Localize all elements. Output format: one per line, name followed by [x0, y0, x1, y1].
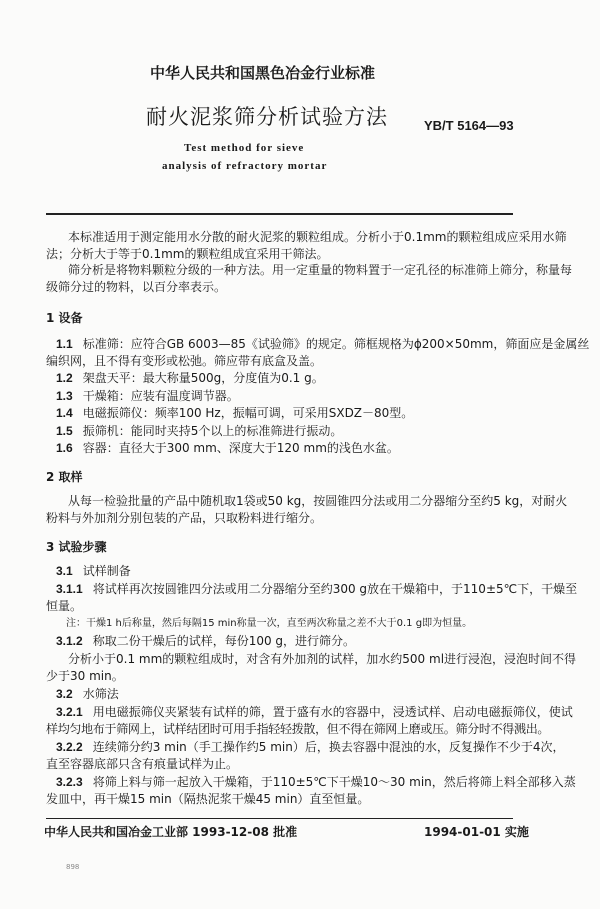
section-2-text: 从每一检验批量的产品中随机取1袋或50 kg，按圆锥四分法或用二分器缩分至约5 kg，对耐火	[68, 494, 568, 508]
item-text: 称取二份干燥后的试样，每份100 g，进行筛分。	[92, 634, 356, 648]
document-title: 耐火泥浆筛分析试验方法	[146, 105, 388, 129]
header-rule	[46, 213, 513, 215]
item-number: 1.2	[56, 371, 73, 385]
item-3-2-3	[56, 775, 576, 789]
item-3-2-1	[56, 705, 573, 719]
item-number: 1.4	[56, 406, 73, 420]
item-number: 1.1	[56, 337, 73, 351]
page-number: 898	[66, 863, 80, 871]
item-3-2-2-cont: 直至容器底部只含有痕量试样为止。	[46, 757, 239, 771]
item-1-6	[56, 441, 399, 455]
item-1-1	[56, 337, 590, 351]
item-number: 3.1	[56, 564, 73, 578]
item-3-1	[56, 564, 131, 578]
section-2-heading: 2 取样	[46, 470, 83, 484]
item-number: 1.6	[56, 441, 73, 455]
item-text: 干燥箱：应装有温度调节器。	[82, 389, 239, 403]
item-number: 3.2.1	[56, 705, 83, 719]
item-3-1-1-cont: 恒量。	[46, 599, 83, 613]
item-3-2-2	[56, 740, 565, 754]
item-number: 3.2	[56, 687, 73, 701]
item-number: 1.3	[56, 389, 73, 403]
item-text: 水筛法	[82, 687, 119, 701]
item-3-1-2-paragraph-cont: 少于30 min。	[46, 669, 124, 683]
org-standard-header: 中华人民共和国黑色冶金行业标准	[150, 64, 376, 82]
item-text: 振筛机：能同时夹持5个以上的标准筛进行振动。	[82, 424, 343, 438]
item-number: 3.1.2	[56, 634, 83, 648]
effective-date: 1994-01-01 实施	[424, 825, 529, 839]
title-english-line1: Test method for sieve	[184, 142, 305, 154]
item-3-2-3-cont: 发皿中，再干燥15 min（隔热泥浆干燥45 min）直至恒量。	[46, 792, 370, 806]
intro-paragraph-1: 本标准适用于测定能用水分散的耐火泥浆的颗粒组成。分析小于0.1mm的颗粒组成应采用水筛	[68, 230, 567, 244]
intro-paragraph-2-cont: 级筛分过的物料，以百分率表示。	[46, 280, 227, 294]
item-text: 将试样再次按圆锥四分法或用二分器缩分至约300 g放在干燥箱中，于110±5℃下，干燥至	[92, 582, 578, 596]
item-number: 3.1.1	[56, 582, 83, 596]
item-3-1-1	[56, 582, 578, 596]
item-number: 1.5	[56, 424, 73, 438]
item-text: 试样制备	[82, 564, 131, 578]
item-1-1-cont: 编织网，且不得有变形或松弛。筛应带有底盒及盖。	[46, 354, 323, 368]
item-1-5	[56, 424, 342, 438]
item-text: 容器：直径大于300 mm、深度大于120 mm的浅色水盆。	[82, 441, 399, 455]
item-text: 架盘天平：最大称量500g，分度值为0.1 g。	[82, 371, 324, 385]
item-1-3	[56, 389, 239, 403]
standard-code: YB/T 5164—93	[424, 118, 514, 133]
note: 注：干燥1 h后称量，然后每隔15 min称量一次，直至两次称量之差不大于0.1 g即为恒量。	[66, 618, 473, 629]
item-text: 电磁振筛仪：频率100 Hz，振幅可调，可采用SXDZ－80型。	[82, 406, 414, 420]
approval-statement: 中华人民共和国冶金工业部 1993-12-08 批准	[44, 825, 298, 839]
item-text: 将筛上料与筛一起放入干燥箱，于110±5℃下干燥10～30 min，然后将筛上料全部移入蒸	[92, 775, 576, 789]
footer-rule	[46, 818, 513, 819]
item-text: 标准筛：应符合GB 6003—85《试验筛》的规定。筛框规格为ϕ200×50mm，筛面应是金属丝	[82, 337, 590, 351]
item-3-2	[56, 687, 119, 701]
item-3-1-2	[56, 634, 355, 648]
item-number: 3.2.3	[56, 775, 83, 789]
title-english-line2: analysis of refractory mortar	[162, 160, 328, 172]
section-1-heading: 1 设备	[46, 311, 83, 325]
item-1-4	[56, 406, 413, 420]
item-3-2-1-cont: 样均匀地布于筛网上，试样结团时可用手指轻轻拨散，但不得在筛网上磨或压。筛分时不得溅出。	[46, 722, 550, 736]
intro-paragraph-2: 筛分析是将物料颗粒分级的一种方法。用一定重量的物料置于一定孔径的标准筛上筛分，称量每	[68, 263, 573, 277]
item-text: 连续筛分约3 min（手工操作约5 min）后，换去容器中混浊的水，反复操作不少于4次，	[92, 740, 565, 754]
section-3-heading: 3 试验步骤	[46, 540, 107, 554]
intro-paragraph-1-cont: 法；分析大于等于0.1mm的颗粒组成宜采用干筛法。	[46, 247, 329, 261]
item-3-1-2-paragraph: 分析小于0.1 mm的颗粒组成时，对含有外加剂的试样，加水约500 ml进行浸泡，浸泡时间不得	[68, 652, 577, 666]
section-2-text-cont: 粉料与外加剂分别包装的产品，只取粉料进行缩分。	[46, 511, 323, 525]
item-text: 用电磁振筛仪夹紧装有试样的筛，置于盛有水的容器中，浸透试样、启动电磁振筛仪，使试	[92, 705, 573, 719]
item-1-2	[56, 371, 324, 385]
item-number: 3.2.2	[56, 740, 83, 754]
